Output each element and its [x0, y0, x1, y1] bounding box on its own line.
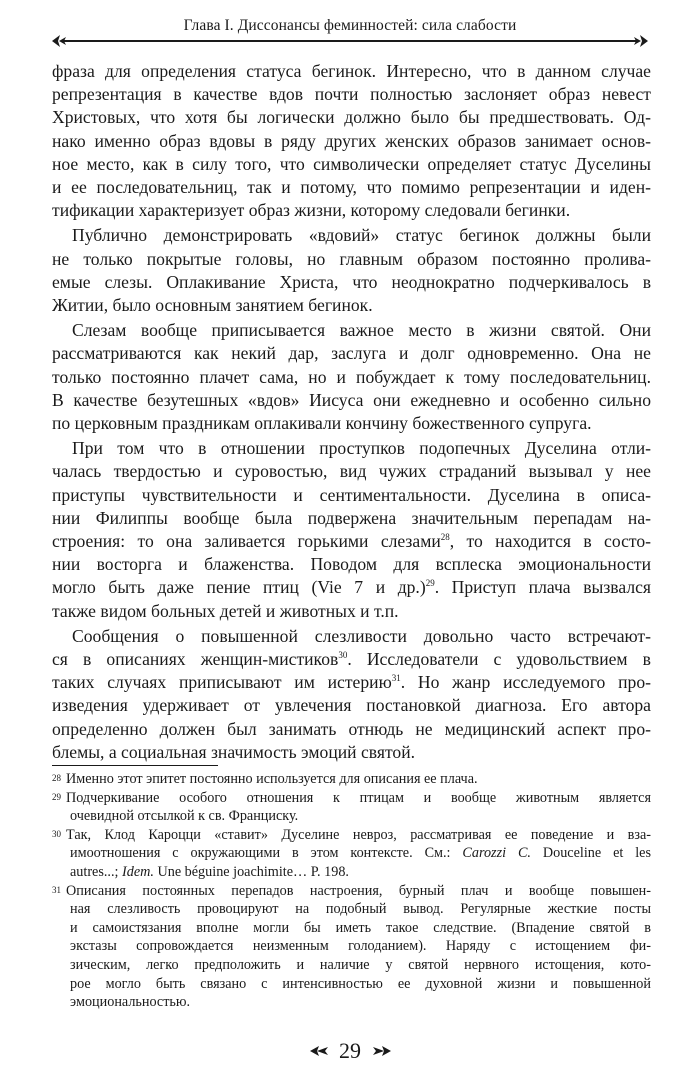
text-segment: . Приступ плача вызвался	[434, 577, 652, 598]
footnote	[52, 770, 651, 789]
footnote-ref[interactable]: 28	[440, 532, 450, 543]
paragraph	[52, 625, 651, 764]
footnote-text: Описания постоянных перепадов настроения, бурный плач и вообще повышен-	[66, 882, 651, 899]
text-line: чалась твердостью и суровостью, вид чужих страданий вызывал у нее	[52, 461, 651, 482]
page-number-area	[0, 1036, 700, 1064]
text-line: и ее последовательниц, так и потому, что помимо репрезентации и иден-	[52, 177, 651, 198]
footnote-line	[52, 844, 651, 863]
text-segment: Douceline et les	[530, 845, 651, 862]
text-segment: таких случаях приписывают им истерию	[52, 672, 392, 693]
text-line: нии восторга и блаженства. Поводом для всплеска эмоциональности	[52, 554, 651, 575]
footnote-number: 30	[52, 828, 61, 839]
text-line: репрезентация в качестве вдов почти полностью заслоняет образ невест	[52, 84, 651, 105]
text-line: Христовых, что хотя бы логически должно было бы предшествовать. Од-	[52, 107, 651, 128]
footnote-line: экстазы сопровождается неизменным голоданием). Наряду с истощением фи-	[70, 938, 651, 955]
text-segment: имоотношения с окружающими в этом контексте. См.:	[70, 845, 463, 862]
footnote-number: 28	[52, 773, 61, 783]
paragraph	[52, 224, 651, 317]
footnote-line	[52, 789, 651, 808]
text-line	[52, 671, 651, 694]
footnote	[52, 789, 651, 826]
footnote-ref[interactable]: 29	[425, 578, 435, 589]
footnote-line: рое могло быть связано с интенсивностью ее духовной жизни и повышенной	[70, 975, 651, 992]
text-segment: строения: то она заливается горькими слезами	[52, 531, 441, 552]
text-line: ное место, как в силу того, что символически определяет статус Дуселины	[52, 153, 651, 174]
text-line: по церковным праздникам оплакивали кончину божественного супруга.	[52, 413, 592, 434]
main-text	[52, 60, 651, 764]
text-line: изведения удерживает от увлечения постановкой диагноза. Его автора	[52, 695, 651, 716]
fleuron-ornament-icon	[370, 1044, 392, 1058]
footnote-line: и самоистязания вполне могли бы иметь такое следствие. (Впадение святой в	[70, 919, 651, 936]
text-segment: могло быть даже пение птиц (Vie 7 и др.)	[52, 577, 426, 598]
text-line: определенно должен был занимать отнюдь не медицинский аспект про-	[52, 718, 651, 739]
text-line: Житии, было основным занятием бегинок.	[52, 295, 373, 316]
footnote-rule	[52, 765, 218, 766]
text-line	[52, 576, 651, 599]
text-line: тификации характеризует образ жизни, которому следовали бегинки.	[52, 200, 571, 221]
text-line: блемы, а социальная значимость эмоций святой.	[52, 741, 416, 762]
text-line: рассматриваются как некий дар, заслуга и долг одновременно. Она не	[52, 343, 651, 364]
footnote-text: Так, Клод Кароцци «ставит» Дуселине невроз, рассматривая ее поведение и вза-	[66, 826, 651, 843]
header-rule	[62, 40, 638, 42]
text-segment: Une béguine joachimite… P. 198.	[153, 863, 349, 880]
paragraph	[52, 60, 651, 222]
footnote-line	[52, 770, 651, 789]
text-segment: autres...;	[70, 863, 123, 880]
footnote-text: Именно этот эпитет постоянно используется для описания ее плача.	[66, 771, 478, 787]
text-line: приступы чувствительности и сентиментальности. Дуселина в описа-	[52, 484, 651, 505]
footnote-line: очевидной отсылкой к св. Франциску.	[70, 808, 299, 825]
footnote-number: 29	[52, 791, 61, 802]
footnote-line: зическим, легко предположить и наличие у святой нервного истощения, кото-	[70, 956, 651, 973]
footnotes	[52, 770, 651, 1012]
idem-italic: Idem.	[122, 863, 154, 880]
footnote	[52, 826, 651, 882]
author-italic: Carozzi C.	[462, 845, 531, 862]
text-line: Публично демонстрировать «вдовий» статус бегинок должны были	[72, 225, 651, 246]
text-line: не только покрытые головы, но главным образом постоянно пролива-	[52, 248, 651, 269]
text-line: нии Филиппы вообще была подвержена значительным перепадам на-	[52, 507, 651, 528]
text-segment: . Но жанр исследуемого про-	[400, 672, 651, 693]
fleuron-ornament-icon	[630, 31, 650, 51]
footnote-text: Подчеркивание особого отношения к птицам и вообще животным является	[66, 789, 651, 806]
text-line: Слезам вообще приписывается важное место в жизни святой. Они	[72, 320, 651, 341]
footnote-ref[interactable]: 30	[338, 650, 348, 661]
footnote-number: 31	[52, 884, 61, 895]
text-line: емые слезы. Оплакивание Христа, что неоднократно подчеркивалось в	[52, 271, 651, 292]
fleuron-ornament-icon	[309, 1044, 331, 1058]
text-segment: ся в описаниях женщин-мистиков	[52, 649, 339, 670]
text-line	[52, 530, 651, 553]
footnote	[52, 882, 651, 1012]
text-line: фраза для определения статуса бегинок. Интересно, что в данном случае	[52, 61, 651, 81]
footnote-line	[52, 882, 651, 901]
text-line	[52, 648, 651, 671]
footnote-ref[interactable]: 31	[391, 673, 401, 684]
text-line: только постоянно плачет сама, но и побуждает к тому последовательниц.	[52, 366, 651, 387]
footnote-line	[52, 863, 651, 882]
text-line: В качестве безутешных «вдов» Иисуса они ежедневно и особенно сильно	[52, 389, 651, 410]
text-line: также видом больных детей и животных и т.п.	[52, 600, 399, 621]
text-segment: , то находится в состо-	[449, 531, 651, 552]
page-number: 29	[339, 1037, 361, 1063]
text-line: Сообщения о повышенной слезливости довольно часто встречают-	[72, 625, 651, 646]
paragraph	[52, 437, 651, 623]
footnote-line: эмоциональностью.	[70, 994, 191, 1011]
paragraph	[52, 319, 651, 435]
text-line: нако именно образ вдовы в ряду других женских образов занимает основ-	[52, 130, 651, 151]
text-line: При том что в отношении проступков подопечных Дуселина отли-	[72, 438, 651, 459]
running-header: Глава I. Диссонансы феминностей: сила слабости	[183, 17, 517, 34]
text-segment: . Исследователи с удовольствием в	[347, 649, 651, 670]
footnote-line	[52, 826, 651, 845]
footnote-line: ная слезливость провоцируют на подобный вывод. Регулярные жесткие посты	[70, 901, 651, 918]
